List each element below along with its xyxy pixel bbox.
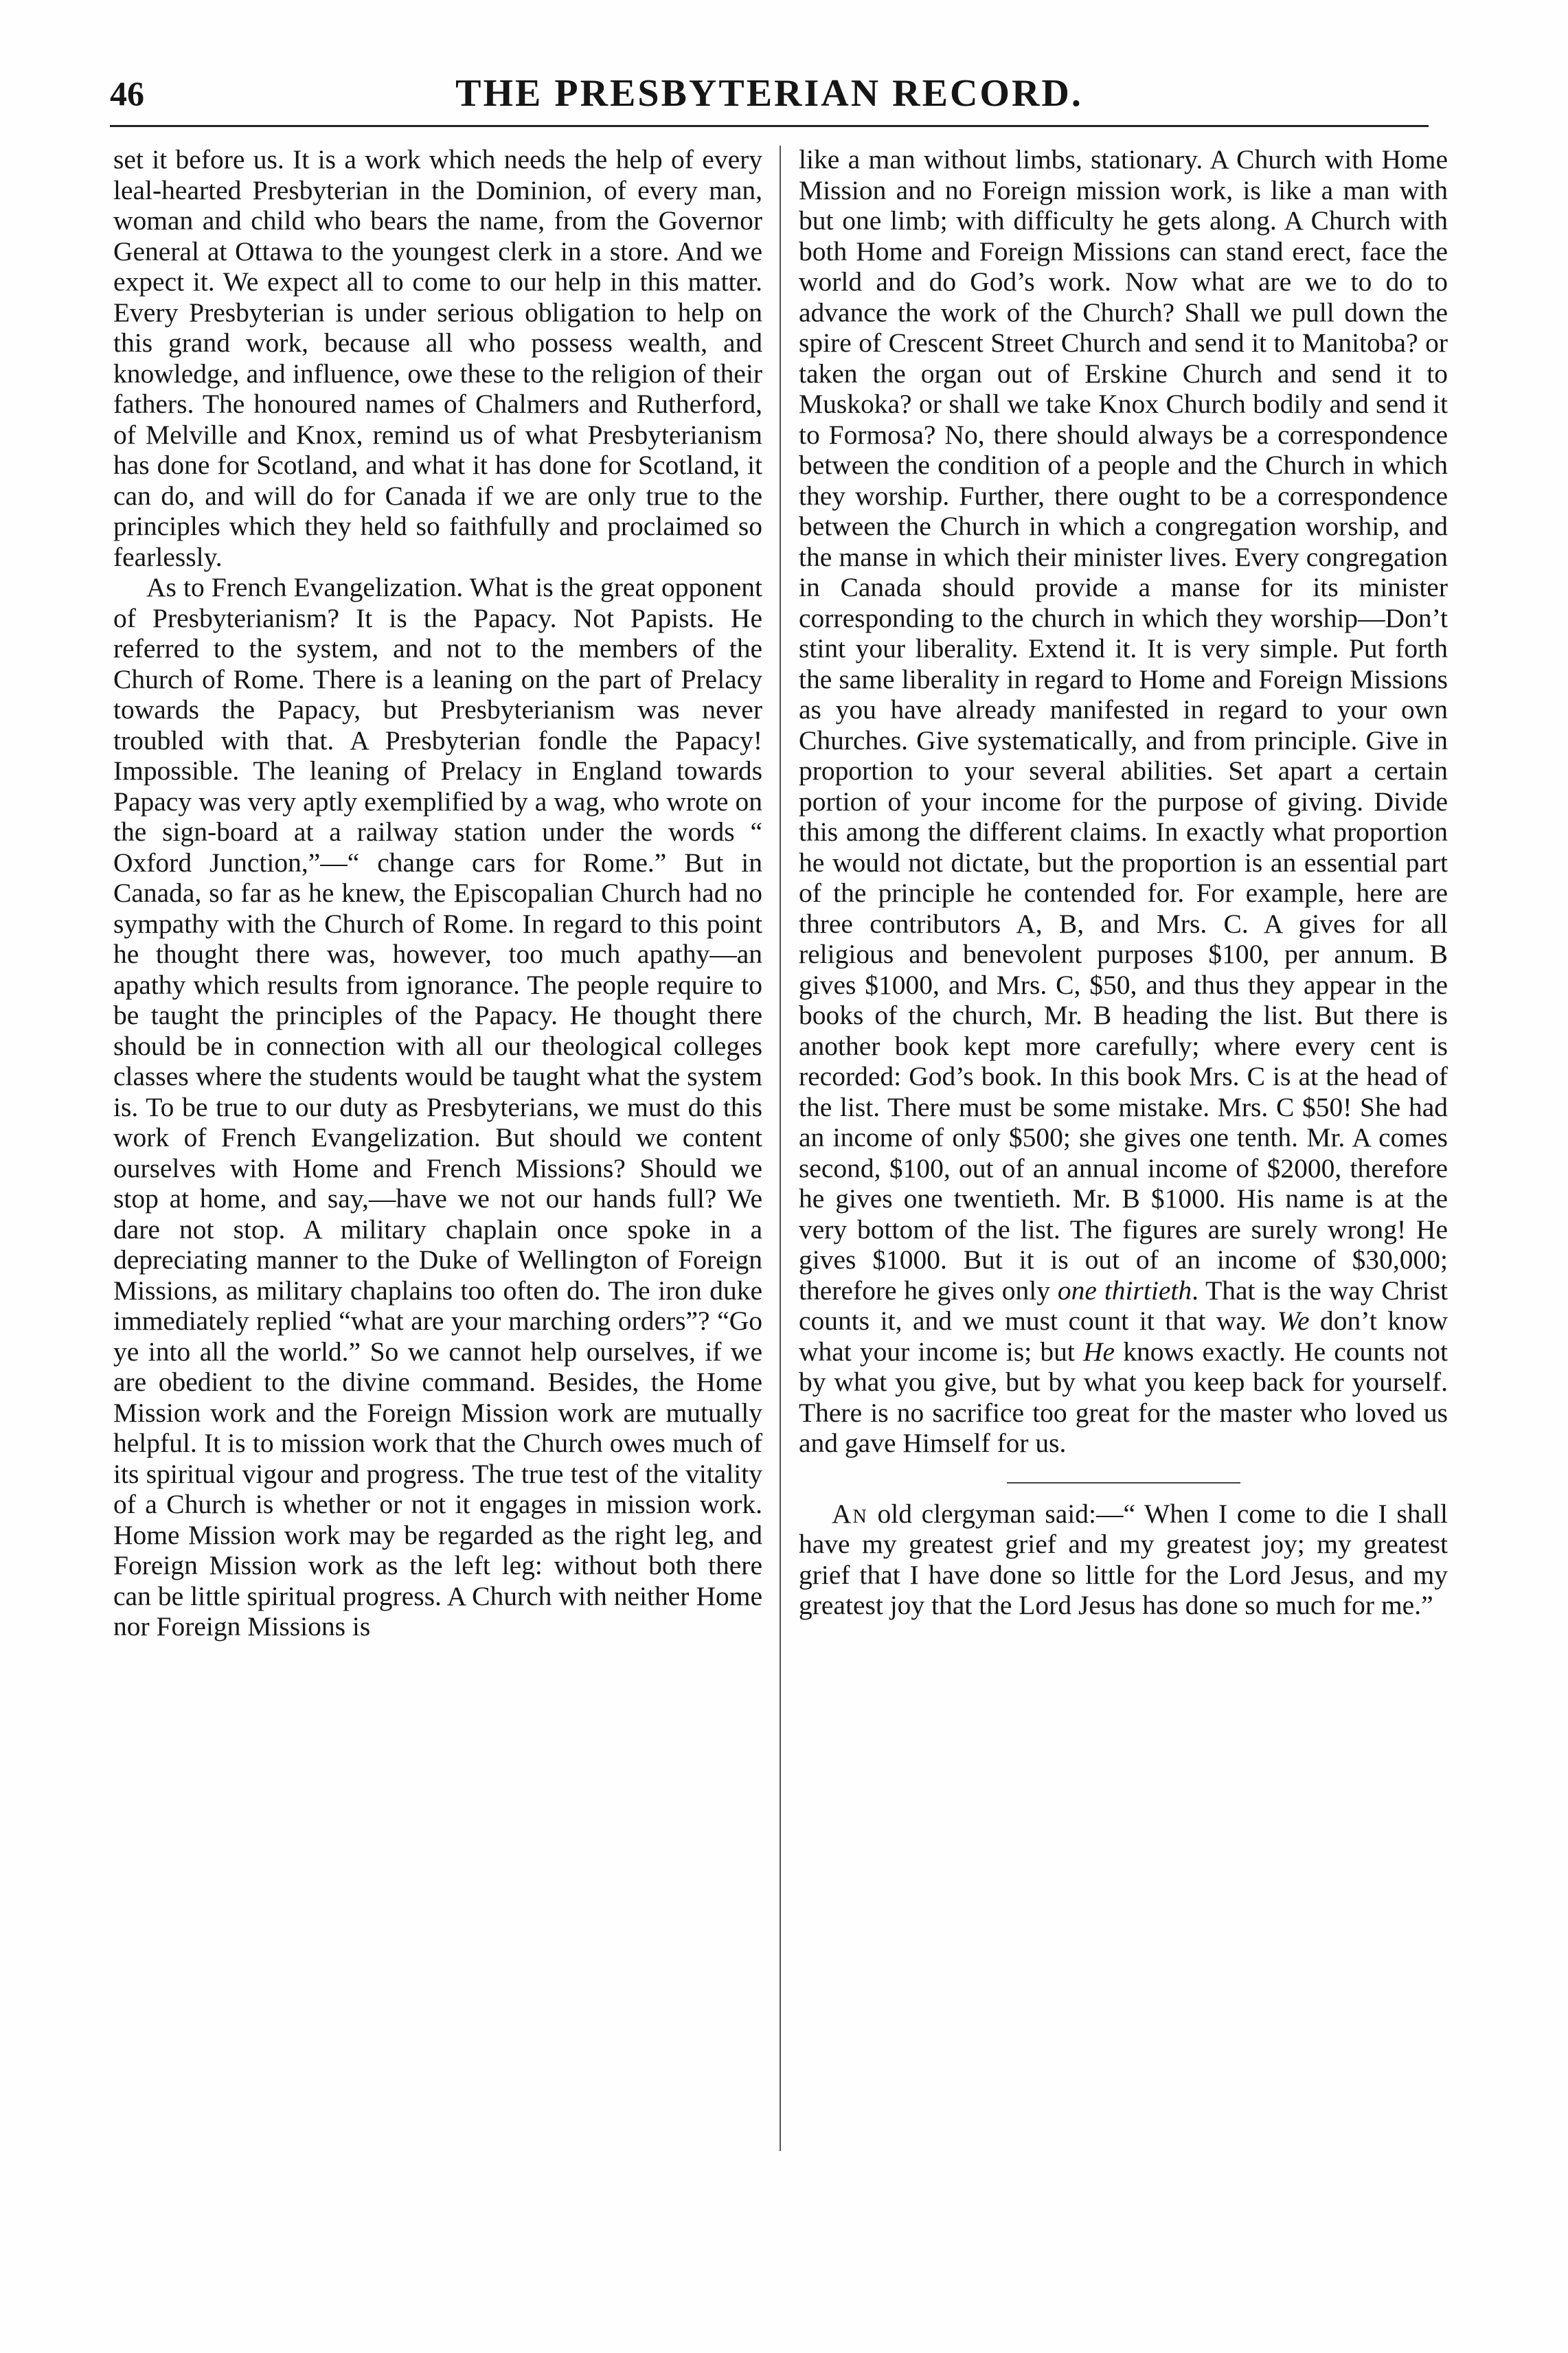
right-column [799, 144, 1448, 1621]
left-paragraph-2: As to French Evangelization. What is the great opponent of Presbyterianism? It is the Papacy. Not Papists. He referred to the system, and not to the members of the Church of Rome. There is a leaning on the part of Prelacy towards the Papacy, but Presbyterianism was never troubled with that. A Presbyterian fondle the Papacy! Impossible. The leaning of Prelacy in England towards Papacy was very aptly exemplified by a wag, who wrote on the sign-board at a railway station under the words “ Oxford Junction,”—“ change cars for Rome.” But in Canada, so far as he knew, the Episcopalian Church had no sympathy with the Church of Rome. In regard to this point he thought there was, however, too much apathy—an apathy which results from ignorance. The people require to be taught the principles of the Papacy. He thought there should be in connection with all our theological colleges classes where the students would be taught what the system is. To be true to our duty as Presbyterians, we must do this work of French Evangelization. But should we content ourselves with Home and French Missions? Should we stop at home, and say,—have we not our hands full? We dare not stop. A military chaplain once spoke in a depreciating manner to the Duke of Wellington of Foreign Missions, as military chaplains too often do. The iron duke immediately replied “what are your marching orders”? “Go ye into all the world.” So we cannot help ourselves, if we are obedient to the divine command. Besides, the Home Mission work and the Foreign Mission work are mutually helpful. It is to mission work that the Church owes much of its spiritual vigour and progress. The true test of the vitality of a Church is whether or not it engages in mission work. Home Mission work may be regarded as the right leg, and Foreign Mission work as the left leg: without both there can be little spiritual progress. A Church with neither Home nor Foreign Missions is [113, 572, 762, 1641]
right-paragraph-1-cont-b: don’t know what your income is; but [799, 1306, 1448, 1367]
right-paragraph-1-cont-c: knows exactly. He counts not by what you give, but by what you keep back for yourself. There is no sacrifice too great for the master who loved us and gave Himself for us. [799, 1336, 1448, 1458]
right-paragraph-1-text: like a man without limbs, stationary. A Church with Home Mission and no Foreign mission work, is like a man with but one limb; with difficulty he gets along. A Church with both Home and Foreign Missions can stand erect, face the world and do God’s work. Now what are we to do to advance the work of the Church? Shall we pull down the spire of Crescent Street Church and send it to Manitoba? or taken the organ out of Erskine Church and send it to Muskoka? or shall we take Knox Church bodily and send it to Formosa? No, there should always be a correspondence between the condition of a people and the Church in which they worship. Further, there ought to be a correspondence between the Church in which a congregation worship, and the manse in which their minister lives. Every congregation in Canada should provide a manse for its minister corresponding to the church in which they worship—Don’t stint your liberality. Extend it. It is very simple. Put forth the same liberality in regard to Home and Foreign Missions as you have already manifested in regard to your own Churches. Give systematically, and from principle. Give in proportion to your several abilities. Set apart a certain portion of your income for the purpose of giving. Divide this among the different claims. In exactly what proportion he would not dictate, but the proportion is an essential part of the principle he contended for. For example, here are three contributors A, B, and Mrs. C. A gives for all religious and benevolent purposes $100, per annum. B gives $1000, and Mrs. C, $50, and thus they appear in the books of the church, Mr. B heading the list. But there is another book kept more carefully; where every cent is recorded: God’s book. In this book Mrs. C is at the head of the list. There must be some mistake. Mrs. C $50! She had an income of only $500; she gives one tenth. Mr. A comes second, $100, out of an annual income of $2000, therefore he gives one twentieth. Mr. B $1000. His name is at the very bottom of the list. The figures are surely wrong! He gives $1000. But it is out of an income of $30,000; therefore he gives only [799, 144, 1448, 1306]
header-rule [110, 125, 1429, 127]
right-paragraph-1 [799, 144, 1448, 1459]
left-paragraph-1: set it before us. It is a work which needs the help of every leal-hearted Presbyterian in the Dominion, of every man, woman and child who bears the name, from the Governor General at Ottawa to the youngest clerk in a store. And we expect it. We expect all to come to our help in this matter. Every Presbyterian is under serious obligation to help on this grand work, because all who possess wealth, and knowledge, and influence, owe these to the religion of their fathers. The honoured names of Chalmers and Rutherford, of Melville and Knox, remind us of what Presbyterianism has done for Scotland, and what it has done for Scotland, it can do, and will do for Canada if we are only true to the principles which they held so faithfully and proclaimed so fearlessly. [113, 144, 762, 572]
anecdote-text: old clergyman said:—“ When I come to die I shall have my greatest grief and my greatest joy; my greatest grief that I have done so little for the Lord Jesus, and my greatest joy that the Lord Jesus has done so much for me.” [799, 1498, 1448, 1620]
emphasis-one-thirtieth: one thirtieth [1057, 1275, 1192, 1306]
emphasis-we: We [1277, 1306, 1310, 1336]
page-number: 46 [110, 74, 144, 113]
anecdote-paragraph [799, 1499, 1448, 1621]
column-divider [780, 146, 781, 2151]
journal-title: THE PRESBYTERIAN RECORD. [455, 72, 1083, 115]
anecdote-lead: An [832, 1498, 868, 1529]
left-column [113, 144, 762, 1642]
right-paragraph-1-cont-a: . That is the way Christ counts it, and we must count it that way. [799, 1275, 1448, 1336]
section-rule [1007, 1482, 1240, 1484]
emphasis-he: He [1083, 1336, 1115, 1367]
page-header [110, 66, 1429, 121]
